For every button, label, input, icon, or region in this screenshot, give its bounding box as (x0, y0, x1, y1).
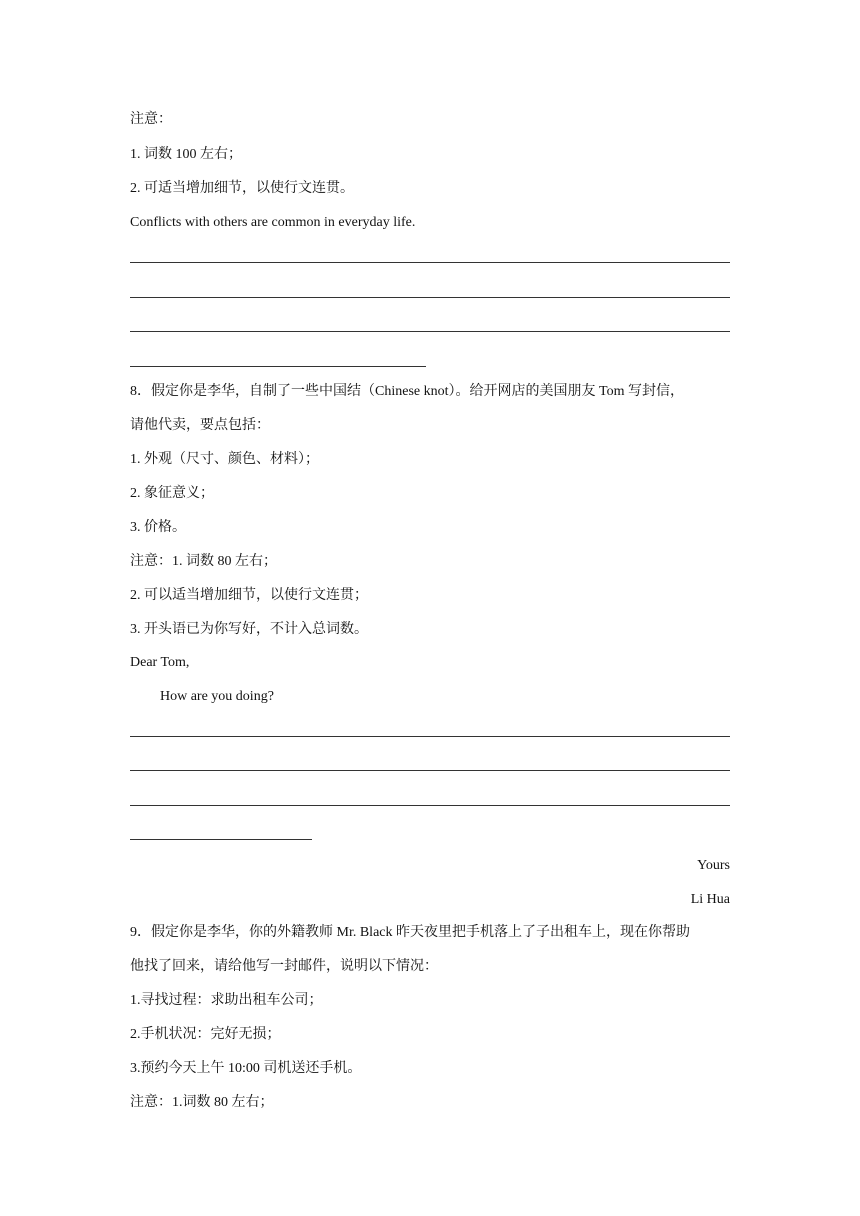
point-item-1: 1.寻找过程：求助出租车公司； (130, 993, 323, 1008)
answer-line (130, 736, 730, 737)
note-item-2: 2. 可适当增加细节，以使行文连贯。 (130, 181, 354, 196)
question-8-prompt-line-1: 8．假定你是李华，自制了一些中国结（Chinese knot）。给开网店的美国朋友 Tom 写封信， (130, 384, 684, 399)
note-item-3: 3. 开头语已为你写好，不计入总词数。 (130, 622, 368, 637)
answer-line (130, 366, 426, 367)
answer-line (130, 331, 730, 332)
answer-line (130, 839, 312, 840)
note-item-1: 1. 词数 100 左右； (130, 147, 242, 162)
point-item-3: 3. 价格。 (130, 520, 186, 535)
question-9-prompt-line-2: 他找了回来，请给他写一封邮件，说明以下情况： (130, 959, 438, 974)
opening-sentence: Conflicts with others are common in everyday life. (130, 215, 416, 230)
note-item-1: 注意：1. 词数 80 左右； (130, 554, 277, 569)
question-9-prompt-line-1: 9．假定你是李华，你的外籍教师 Mr. Black 昨天夜里把手机落上了子出租车上，现在你帮助 (130, 925, 690, 940)
point-item-2: 2. 象征意义； (130, 486, 214, 501)
answer-line (130, 770, 730, 771)
letter-closing: Yours (697, 858, 730, 873)
note-item-1: 注意：1.词数 80 左右； (130, 1095, 274, 1110)
note-item-2: 2. 可以适当增加细节，以使行文连贯； (130, 588, 368, 603)
answer-line (130, 805, 730, 806)
note-title: 注意： (130, 112, 172, 127)
point-item-1: 1. 外观（尺寸、颜色、材料）； (130, 452, 319, 467)
answer-line (130, 297, 730, 298)
point-item-2: 2.手机状况：完好无损； (130, 1027, 281, 1042)
question-8-prompt-line-2: 请他代卖，要点包括： (130, 418, 270, 433)
letter-salutation: Dear Tom, (130, 655, 190, 670)
document-page (130, 0, 730, 1216)
answer-line (130, 262, 730, 263)
letter-signature: Li Hua (690, 892, 730, 907)
letter-greeting: How are you doing? (160, 689, 274, 704)
point-item-3: 3.预约今天上午 10:00 司机送还手机。 (130, 1061, 362, 1076)
